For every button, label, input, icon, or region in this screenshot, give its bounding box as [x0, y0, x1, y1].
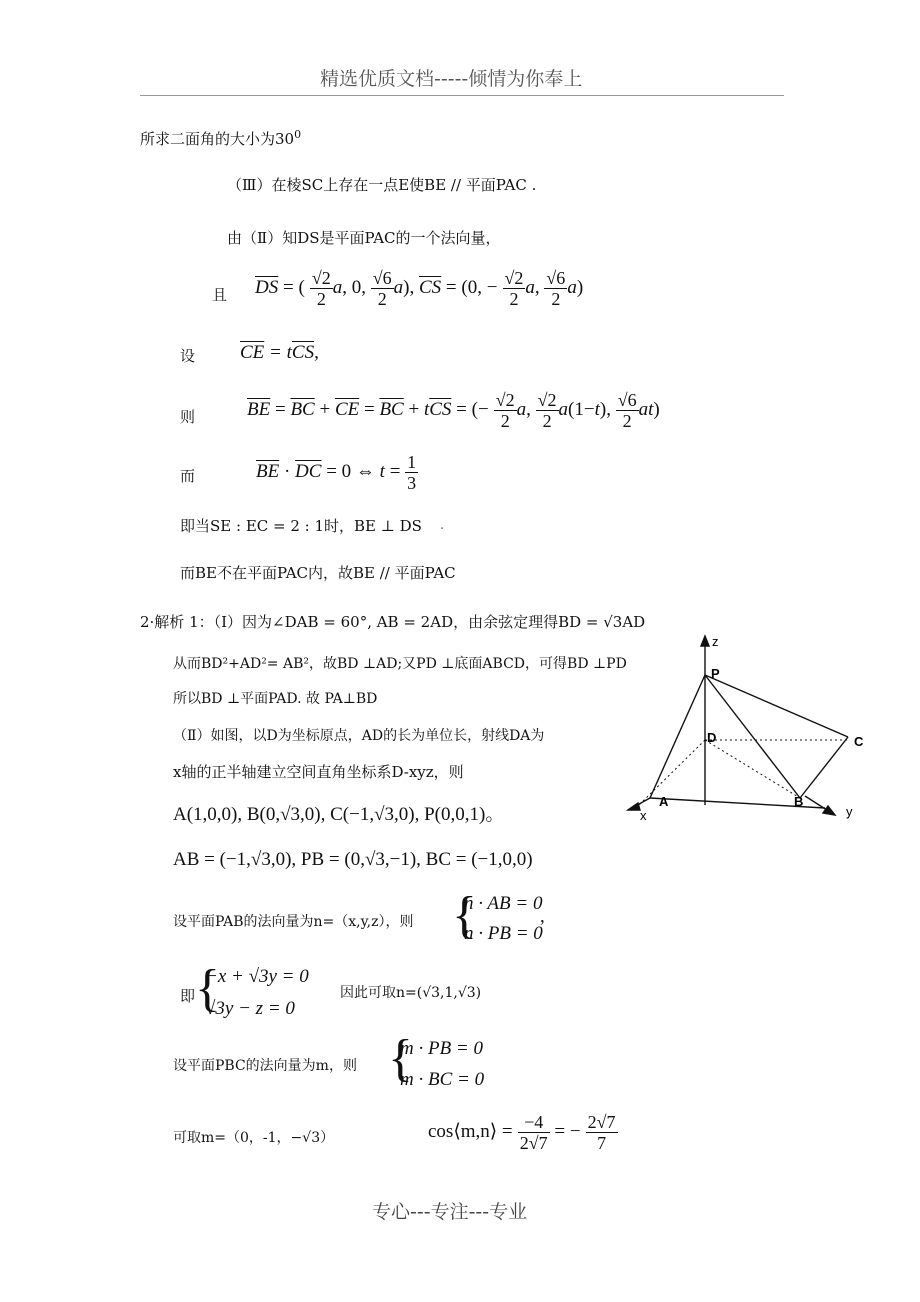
and-prefix: 而 [180, 467, 196, 485]
normal-m-result: 可取m=（0，-1，−√3） [173, 1130, 335, 1146]
edge-PC [705, 675, 848, 737]
dot-product-condition: $\overline{BE} \cdot \overline{DC} = 0$ ⇔ t = $\frac{1}{3}$ [256, 452, 417, 493]
final-conclusion: 而BE不在平面PAC内，故BE // 平面PAC [180, 564, 456, 582]
edge-vectors: AB = (−1,√3,0), PB = (0,√3,−1), BC = (−1,0,0) [173, 849, 533, 870]
label-B: B [794, 794, 804, 809]
reduced-eq1: −x + √3y = 0 [205, 966, 309, 987]
trailing-mark: . [440, 518, 445, 533]
system-n-eq2: n · PB = 0 [464, 923, 543, 944]
label-z: z [712, 634, 719, 649]
vectors-ds-cs: $\overline{DS}$ = ( $\frac{√2}{2}$ a, 0, $\frac{√6}{2}$ a), $\overline{CS} = (0$, − $\frac{√2}{2}$ a, $\frac{√6}{2}$ a) [255, 268, 584, 309]
label-A: A [659, 794, 669, 809]
line-angle-result: 所求二面角的大小为$30^0$ [140, 128, 302, 148]
edge-PB [705, 675, 800, 798]
z-arrow-icon [701, 636, 709, 646]
label-P: P [711, 666, 720, 681]
system-m-eq2: m · BC = 0 [400, 1069, 485, 1090]
header-rule [140, 95, 784, 96]
then-prefix: 则 [180, 408, 196, 426]
normal-vector-statement: 由（Ⅱ）知DS是平面PAC的一个法向量， [227, 229, 501, 247]
plane-pab-normal-statement: 设平面PAB的法向量为n=（x,y,z），则 [173, 914, 414, 930]
reduced-eq2: √3y − z = 0 [205, 998, 295, 1019]
point-coordinates: A(1,0,0), B(0,√3,0), C(−1,√3,0), P(0,0,1)。 [173, 804, 505, 825]
label-x: x [640, 808, 647, 823]
system-brace-reduced: { [195, 960, 220, 1017]
edge-DB-hidden [705, 740, 800, 798]
section-2-line-5: x轴的正半轴建立空间直角坐标系D-xyz，则 [173, 763, 464, 781]
x-arrow-icon [628, 803, 640, 810]
section-2-line-2: 从而BD²+AD²= AB²，故BD ⊥AD;又PD ⊥底面ABCD，可得BD ⊥PD [173, 656, 627, 672]
label-D: D [707, 730, 717, 745]
normal-n-result: 因此可取n=(√3,1,√3) [340, 985, 482, 1001]
system-n-comma: , [540, 906, 545, 927]
edge-PA [650, 675, 705, 798]
label-C: C [854, 734, 864, 749]
plane-pbc-normal-statement: 设平面PBC的法向量为m，则 [173, 1058, 357, 1074]
system-brace-m: { [388, 1030, 413, 1087]
section-2-heading: 2·解析 1：（Ⅰ）因为∠DAB = 60°, AB = 2AD，由余弦定理得BD = √3AD [140, 613, 646, 631]
section-2-line-4: （Ⅱ）如图，以D为坐标原点，AD的长为单位长，射线DA为 [173, 728, 545, 744]
pyramid-figure [620, 630, 880, 830]
ce-equation: $\overline{CE} = t\overline{CS}$, [240, 342, 319, 363]
vectors-line-prefix: 且 [212, 286, 228, 304]
system-m-eq1: m · PB = 0 [400, 1038, 484, 1059]
edge-BC [800, 737, 848, 798]
label-y: y [846, 804, 853, 819]
section-2-line-3: 所以BD ⊥平面PAD. 故 PA⊥BD [173, 691, 378, 707]
i-e-prefix: 即 [180, 987, 196, 1005]
ratio-conclusion: 即当SE : EC = 2 : 1时，BE ⊥ DS [180, 517, 422, 535]
system-n-eq1: n · AB = 0 [464, 893, 543, 914]
let-prefix: 设 [180, 347, 196, 365]
page-header: 精选优质文档-----倾情为你奉上 [320, 68, 583, 90]
system-brace-n: { [452, 887, 477, 944]
page-footer: 专心---专注---专业 [372, 1201, 528, 1223]
part-iii-statement: （Ⅲ）在棱SC上存在一点E使BE // 平面PAC . [227, 176, 537, 194]
cosine-result: cos⟨m,n⟩ = $\frac{-4}{2√7}$ = − $\frac{2√7}{7}$ [428, 1112, 616, 1153]
be-vector: $\overline{BE} = \overline{BC} + \overline{CE} = \overline{BC} + t\overline{CS}$ = (− $\frac{√2}{2}$ a, $\frac{√2}{2}$ a(1−t), $\frac{√6}{2}$ at) [247, 390, 660, 431]
